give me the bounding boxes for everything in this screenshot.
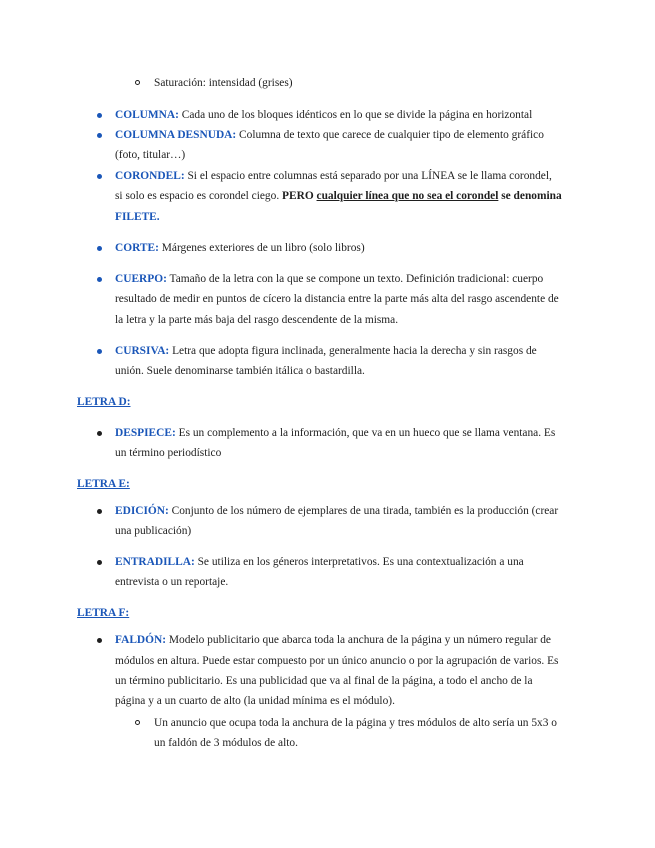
- list-item-continuation: la letra y la parte más baja del rasgo descendente de la misma.: [115, 314, 399, 326]
- list-item-edicion: EDICIÓN: Conjunto de los número de ejemplares de una tirada, también es la producción (crear: [115, 505, 559, 517]
- list-item-corondel: CORONDEL: Si el espacio entre columnas está separado por una LÍNEA se le llama corondel,: [115, 170, 552, 182]
- list-item-continuation: si solo es espacio es corondel ciego. PERO cualquier línea que no sea el corondel se denomina: [115, 190, 562, 202]
- term-filete: FILETE.: [115, 211, 160, 223]
- bullet-icon: [97, 349, 102, 354]
- term-despiece: DESPIECE:: [115, 427, 176, 439]
- list-item-continuation: un faldón de 3 módulos de alto.: [154, 737, 298, 749]
- term-faldon: FALDÓN:: [115, 634, 167, 646]
- bullet-icon: [97, 133, 102, 138]
- list-item-continuation: una publicación): [115, 525, 192, 537]
- term-corondel: CORONDEL:: [115, 170, 185, 182]
- list-item-saturacion: Saturación: intensidad (grises): [154, 77, 293, 89]
- list-item-continuation: un término publicitario. Es una publicidad que va al final de la página, a todo el ancho de la: [115, 675, 533, 687]
- bullet-icon: [97, 246, 102, 251]
- list-item-continuation: página y a un cuarto de alto (la unidad mínima es el módulo).: [115, 695, 395, 707]
- list-item-cuerpo: CUERPO: Tamaño de la letra con la que se compone un texto. Definición tradicional: cuerpo: [115, 273, 544, 285]
- list-item-continuation: [115, 210, 160, 224]
- bullet-icon: [97, 113, 102, 118]
- term-columna: COLUMNA:: [115, 109, 179, 121]
- list-item-continuation: módulos en altura. Puede estar compuesto por un único anuncio o por la agrupación de varios. Es: [115, 655, 559, 667]
- list-item-despiece: DESPIECE: Es un complemento a la información, que va en un hueco que se llama ventana. Es: [115, 427, 556, 439]
- bullet-icon: [97, 431, 102, 436]
- list-item-corte: CORTE: Márgenes exteriores de un libro (solo libros): [115, 242, 365, 254]
- section-heading-letra-e: LETRA E:: [77, 478, 130, 490]
- list-item-continuation: (foto, titular…): [115, 149, 186, 161]
- term-corte: CORTE:: [115, 242, 159, 254]
- term-edicion: EDICIÓN:: [115, 505, 169, 517]
- bullet-icon: [97, 174, 102, 179]
- sub-bullet-icon: [135, 720, 140, 725]
- section-heading-letra-d: LETRA D:: [77, 396, 131, 408]
- list-item-columna-desnuda: COLUMNA DESNUDA: Columna de texto que carece de cualquier tipo de elemento gráfico: [115, 129, 544, 141]
- section-heading-letra-f: LETRA F:: [77, 607, 130, 619]
- term-cursiva: CURSIVA:: [115, 345, 170, 357]
- list-item-continuation: entrevista o un reportaje.: [115, 576, 229, 588]
- bullet-icon: [97, 638, 102, 643]
- list-item-faldon: FALDÓN: Modelo publicitario que abarca toda la anchura de la página y un número regular de: [115, 634, 551, 646]
- list-item-continuation: unión. Suele denominarse también itálica o bastardilla.: [115, 365, 365, 377]
- bullet-icon: [97, 277, 102, 282]
- list-item-cursiva: CURSIVA: Letra que adopta figura inclinada, generalmente hacia la derecha y sin rasgos de: [115, 345, 537, 357]
- list-item-continuation: resultado de medir en puntos de cícero la distancia entre la parte más alta del rasgo ascendente de: [115, 293, 559, 305]
- list-item-columna: COLUMNA: Cada uno de los bloques idénticos en lo que se divide la página en horizontal: [115, 109, 533, 121]
- list-item-entradilla: ENTRADILLA: Se utiliza en los géneros interpretativos. Es una contextualización a una: [115, 556, 524, 568]
- term-cuerpo: CUERPO:: [115, 273, 167, 285]
- sub-bullet-icon: [135, 80, 140, 85]
- bullet-icon: [97, 560, 102, 565]
- bullet-icon: [97, 509, 102, 514]
- list-item-faldon-ejemplo: Un anuncio que ocupa toda la anchura de la página y tres módulos de alto sería un 5x3 o: [154, 717, 557, 729]
- term-columna-desnuda: COLUMNA DESNUDA:: [115, 129, 237, 141]
- list-item-continuation: un término periodístico: [115, 447, 222, 459]
- term-entradilla: ENTRADILLA:: [115, 556, 195, 568]
